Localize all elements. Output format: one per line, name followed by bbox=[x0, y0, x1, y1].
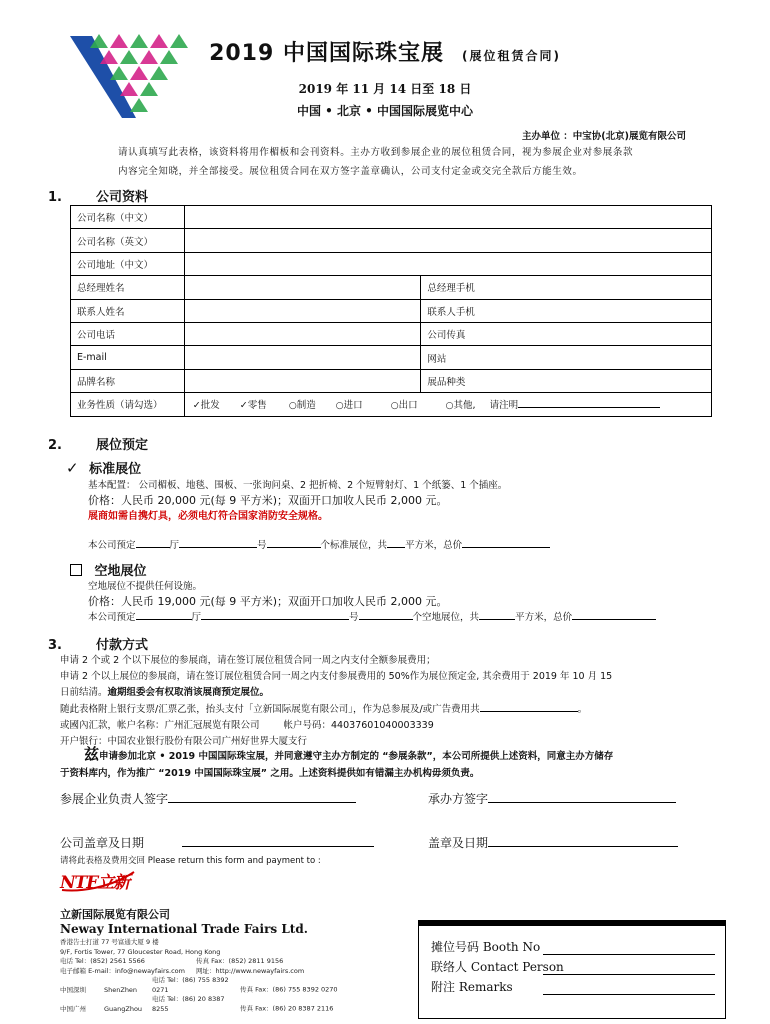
contact-person-label: 联络人 Contact Person bbox=[431, 960, 564, 974]
section-2-heading: 2. 展位预定 bbox=[48, 438, 149, 453]
label-gm-name: 总经理姓名 bbox=[71, 276, 185, 299]
checkbox-empty-icon bbox=[70, 564, 82, 576]
raw-hall-input[interactable] bbox=[136, 609, 192, 620]
label-name-cn: 公司名称（中文） bbox=[71, 206, 185, 229]
ntf-logo: NTF立新 bbox=[60, 866, 140, 894]
standard-booth-option[interactable]: ✓ 标准展位 bbox=[66, 459, 142, 477]
checkmark-icon: ✓ bbox=[239, 400, 248, 412]
field-brand[interactable] bbox=[184, 369, 421, 392]
field-address-cn[interactable] bbox=[184, 252, 711, 275]
raw-area-input[interactable] bbox=[479, 609, 515, 620]
intro-paragraph: 请认真填写此表格，该资料将用作楣板和会刊资料。主办方收到参展企业的展位租赁合同，视为参展企业对参展条款 内容完全知晓，并全部接受。展位租赁合同在双方签字盖章确认，公司支付定金或交完全款后方能生效。 bbox=[118, 147, 634, 177]
option-export[interactable]: ○出口 bbox=[390, 400, 418, 412]
radio-circle-icon: ○ bbox=[390, 401, 399, 412]
company-name-en: Neway International Trade Fairs Ltd. bbox=[60, 922, 308, 936]
label-name-en: 公司名称（英文） bbox=[71, 229, 185, 252]
field-contact-name[interactable] bbox=[184, 299, 421, 322]
event-dates: 2019 年 11 月 14 日至 18 日 bbox=[298, 82, 472, 96]
raw-note: 空地展位不提供任何设施。 bbox=[88, 581, 203, 592]
option-manufacture[interactable]: ○制造 bbox=[288, 400, 316, 412]
label-gm-mobile[interactable]: 总经理手机 bbox=[421, 276, 712, 299]
label-category[interactable]: 展品种类 bbox=[421, 369, 712, 392]
event-venue: 中国 • 北京 • 中国国际展览中心 bbox=[296, 104, 474, 118]
label-phone: 公司电话 bbox=[71, 322, 185, 345]
label-contact-name: 联系人姓名 bbox=[71, 299, 185, 322]
contact-person-line[interactable] bbox=[543, 974, 715, 975]
checkmark-icon: ✓ bbox=[192, 400, 201, 412]
label-website[interactable]: 网站 bbox=[421, 346, 712, 369]
radio-circle-icon: ○ bbox=[445, 401, 454, 412]
company-seal: 公司盖章及日期 bbox=[60, 834, 374, 851]
exhibitor-sign: 参展企业负责人签字 bbox=[60, 790, 356, 807]
option-retail[interactable]: ✓零售 bbox=[239, 400, 267, 412]
organizer-sign-line[interactable] bbox=[488, 790, 676, 803]
field-name-en[interactable] bbox=[184, 229, 711, 252]
label-email: E-mail bbox=[71, 346, 185, 369]
standard-price: 价格：人民币 20,000 元(每 9 平方米)；双面开口加收人民币 2,000 元。 bbox=[88, 494, 448, 507]
company-name-cn: 立新国际展览有限公司 bbox=[60, 908, 170, 921]
standard-config: 基本配置： 公司楣板、地毯、围板、一张询问桌、2 把折椅、2 个短臂射灯、1 个纸篓、1 个插座。 bbox=[88, 480, 508, 491]
label-brand: 品牌名称 bbox=[71, 369, 185, 392]
payment-terms: 申请 2 个或 2 个以下展位的参展商，请在签订展位租赁合同一周之内支付全额参展费用； 申请 2 个以上展位的参展商，请在签订展位租赁合同一周之内支付参展费用的 50%作为展位预定金, 其余费用于 2019 年 10 月 15 日前结清。逾期组委会有权取消该展商预定展位。 随此表格附上银行支票/汇票乙张，抬头支付「立新国际展览有限公司」，作为总参展及/或广告费用共 。 或國內汇款，帐户名称：广州汇冠展览有限公司 帐户号码：44037601040003339 开户银行：中国农业银行股份有限公司广州好世界大厦支行 bbox=[60, 655, 613, 747]
lighting-warning: 展商如需自携灯具，必须电灯符合国家消防安全规格。 bbox=[88, 511, 328, 522]
total-price-input[interactable] bbox=[462, 537, 550, 548]
option-wholesale[interactable]: ✓批发 bbox=[192, 400, 220, 412]
section-3-heading: 3. 付款方式 bbox=[48, 638, 149, 653]
field-gm-name[interactable] bbox=[184, 276, 421, 299]
label-business-type: 业务性质（请勾选） bbox=[71, 393, 185, 416]
number-input[interactable] bbox=[179, 537, 257, 548]
company-seal-line[interactable] bbox=[182, 834, 374, 847]
raw-number-input[interactable] bbox=[201, 609, 349, 620]
label-fax[interactable]: 公司传真 bbox=[421, 322, 712, 345]
declaration: 兹申请参加北京 • 2019 中国国际珠宝展，并同意遵守主办方制定的 “参展条款”，本公司所提供上述资料，同意主办方储存 于资料库内，作为推广 “2019 中国国际珠宝展” 之用。上述资料提供如有错漏主办机构毋须负责。 bbox=[60, 745, 614, 779]
area-input[interactable] bbox=[387, 537, 405, 548]
checkmark-icon: ✓ bbox=[66, 459, 79, 477]
field-email[interactable] bbox=[184, 346, 421, 369]
specify-line[interactable] bbox=[518, 397, 660, 408]
business-type-options bbox=[184, 393, 711, 416]
company-info-table bbox=[70, 205, 712, 417]
organizer-sign: 承办方签字 bbox=[428, 790, 676, 807]
total-fee-input[interactable] bbox=[480, 701, 578, 712]
booth-count-input[interactable] bbox=[267, 537, 321, 548]
return-note: 请将此表格及费用交回 Please return this form and payment to : bbox=[60, 856, 321, 866]
option-import[interactable]: ○进口 bbox=[335, 400, 363, 412]
field-name-cn[interactable] bbox=[184, 206, 711, 229]
seal-date: 盖章及日期 bbox=[428, 834, 678, 851]
company-contact-details: 香港告士打道 77 号富通大厦 9 楼 9/F, Fortis Tower, 77 Gloucester Road, Hong Kong 电话 Tel：(852) 2561 5566 传真 Fax：(852) 2811 9156 电子邮箱 E-mail：info@newayfairs.com 网址：http://www.newayfairs.com 中国深圳 ShenZhen电话 Tel：(86) 755 8392 0271 传真 Fax：(86) 755 8392 0270 中国广州 GuangZhou电话 Tel：(86) 20 8387 8255 传真 Fax：(86) 20 8387 2116 bbox=[60, 938, 338, 1013]
seal-date-line[interactable] bbox=[488, 834, 678, 847]
remarks-line[interactable] bbox=[543, 994, 715, 995]
raw-booking-line: 本公司预定 厅 号 个空地展位，共 平方米，总价 bbox=[88, 609, 656, 623]
option-other[interactable]: ○其他, bbox=[445, 400, 476, 412]
radio-circle-icon: ○ bbox=[288, 401, 297, 412]
remarks-label: 附注 Remarks bbox=[431, 980, 513, 994]
raw-space-option[interactable]: 空地展位 bbox=[70, 560, 147, 579]
label-address-cn: 公司地址（中文） bbox=[71, 252, 185, 275]
exhibitor-sign-line[interactable] bbox=[168, 790, 356, 803]
raw-total-input[interactable] bbox=[572, 609, 656, 620]
radio-circle-icon: ○ bbox=[335, 401, 344, 412]
booth-no-line[interactable] bbox=[543, 954, 715, 955]
section-1-heading: 1. 公司资料 bbox=[48, 190, 149, 205]
field-phone[interactable] bbox=[184, 322, 421, 345]
specify-label: 请注明 bbox=[489, 400, 519, 412]
organizer-line: 主办单位 ：中宝协(北京)展览有限公司 bbox=[522, 131, 686, 142]
standard-booking-line: 本公司预定 厅 号 个标准展位，共 平方米，总价 bbox=[88, 537, 550, 551]
hall-input[interactable] bbox=[136, 537, 170, 548]
booth-no-label: 摊位号码 Booth No bbox=[431, 940, 541, 954]
page-title: 2019 中国国际珠宝展 (展位租赁合同) bbox=[209, 41, 561, 66]
office-use-box bbox=[418, 920, 726, 1019]
raw-count-input[interactable] bbox=[359, 609, 413, 620]
label-contact-mobile[interactable]: 联系人手机 bbox=[421, 299, 712, 322]
raw-price: 价格：人民币 19,000 元(每 9 平方米)；双面开口加收人民币 2,000 元。 bbox=[88, 595, 448, 608]
